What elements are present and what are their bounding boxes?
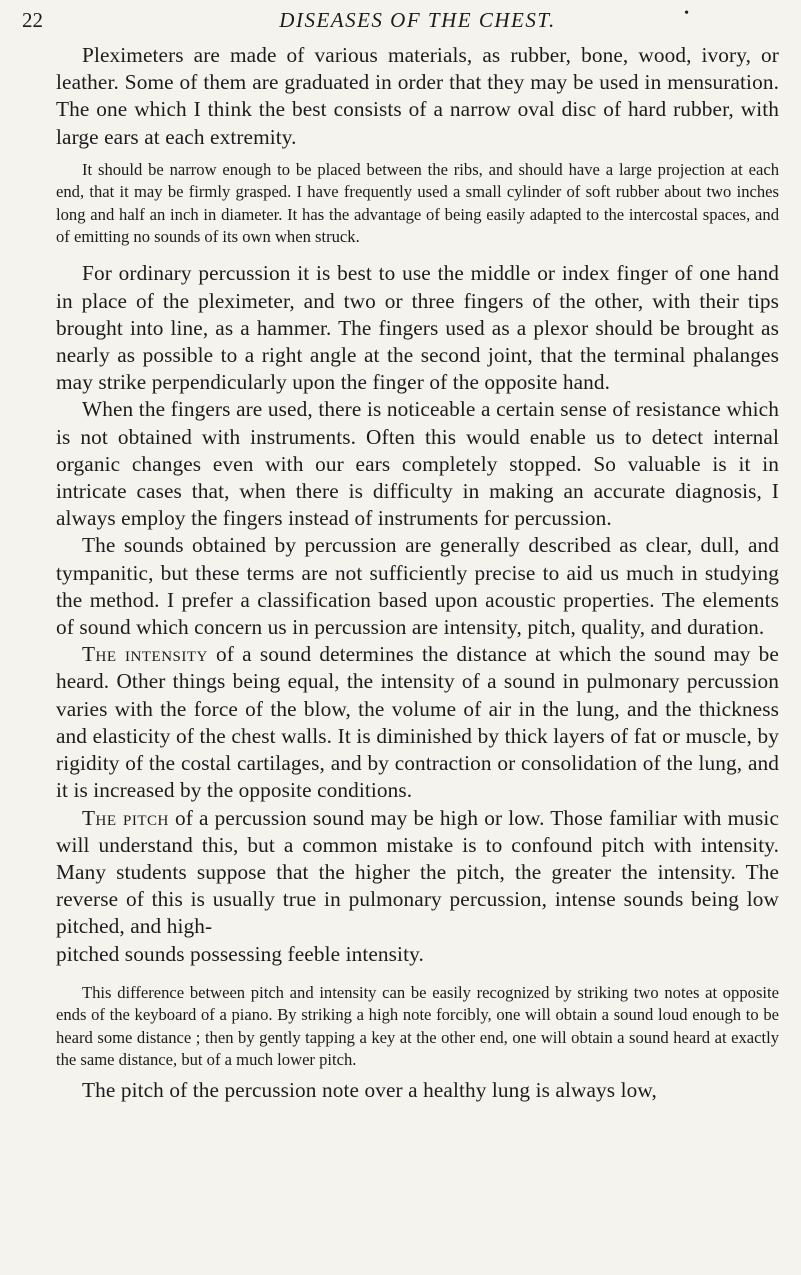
ornament-mark: • <box>684 6 689 21</box>
paragraph-small-print-note: It should be narrow enough to be placed between the ribs, and should have a large projection at each end, that it may be firmly grasped. I have frequently used a small cylinder of soft rubber about two inches long and half an inch in diameter. It has the advantage of being easily adapted to the intercostal spaces, and of emitting no sounds of its own when struck. <box>56 159 779 247</box>
pitch-text: of a percussion sound may be high or low. Those familiar with music will understand this, but a common mistake is to confound pitch with intensity. Many students suppose that the higher the pitch, the greater the intensity. The reverse of this is usually true in pulmonary percussion, intense sounds being low pitched, and high- <box>56 805 779 939</box>
intensity-heading: The intensity <box>82 642 208 667</box>
running-head <box>22 4 779 40</box>
paragraph-fingers-resistance: When the fingers are used, there is noticeable a certain sense of resistance which is not obtained with instruments. Often this would enable us to detect internal organic changes even with our ears completely stopped. So valuable is it in intricate cases that, when there is difficulty in making an accurate diagnosis, I always employ the fingers instead of instruments for percussion. <box>56 397 779 531</box>
paragraph-piano-example: This difference between pitch and intensity can be easily recognized by striking two notes at opposite ends of the keyboard of a piano. By striking a high note forcibly, one will obtain a sound loud enough to be heard some distance ; then by gently tapping a key at the other end, one will obtain a sound heard at exactly the same distance, but of a much lower pitch. <box>56 982 779 1069</box>
paragraph-pitch <box>56 805 779 941</box>
paragraph-healthy-lung-pitch: The pitch of the percussion note over a healthy lung is always low, <box>82 1078 657 1103</box>
paragraph-ordinary-percussion: For ordinary percussion it is best to use the middle or index finger of one hand in place of the pleximeter, and two or three fingers of the other, with their tips brought into line, as a hammer. The fingers used as a plexor should be brought as nearly as possible to a right angle at the second joint, that the terminal phalanges may strike perpendicularly upon the finger of the opposite hand. <box>56 261 779 395</box>
paragraph-intensity <box>56 641 779 804</box>
paragraph-pitch-continued: pitched sounds possessing feeble intensity. <box>56 941 424 966</box>
paragraph-sound-classification: The sounds obtained by percussion are generally described as clear, dull, and tympanitic, but these terms are not sufficiently precise to aid us much in studying the method. I prefer a classification based upon acoustic properties. The elements of sound which concern us in percussion are intensity, pitch, quality, and duration. <box>56 533 779 640</box>
running-title: DISEASES OF THE CHEST. <box>279 8 556 32</box>
paragraph-pleximeters: Pleximeters are made of various materials, as rubber, bone, wood, ivory, or leather. Some of them are graduated in order that they may be used in mensuration. The one which I think the best consists of a narrow oval disc of hard rubber, with large ears at each extremity. <box>56 43 779 149</box>
pitch-heading: The pitch <box>82 805 169 830</box>
intensity-text: of a sound determines the distance at which the sound may be heard. Other things being equal, the intensity of a sound in pulmonary percussion varies with the force of the blow, the volume of air in the lung, and the thickness and elasticity of the chest walls. It is diminished by thick layers of fat or muscle, by rigidity of the costal cartilages, and by contraction or consolidation of the lung, and it is increased by the opposite conditions. <box>56 642 779 803</box>
page-number: 22 <box>22 8 43 32</box>
